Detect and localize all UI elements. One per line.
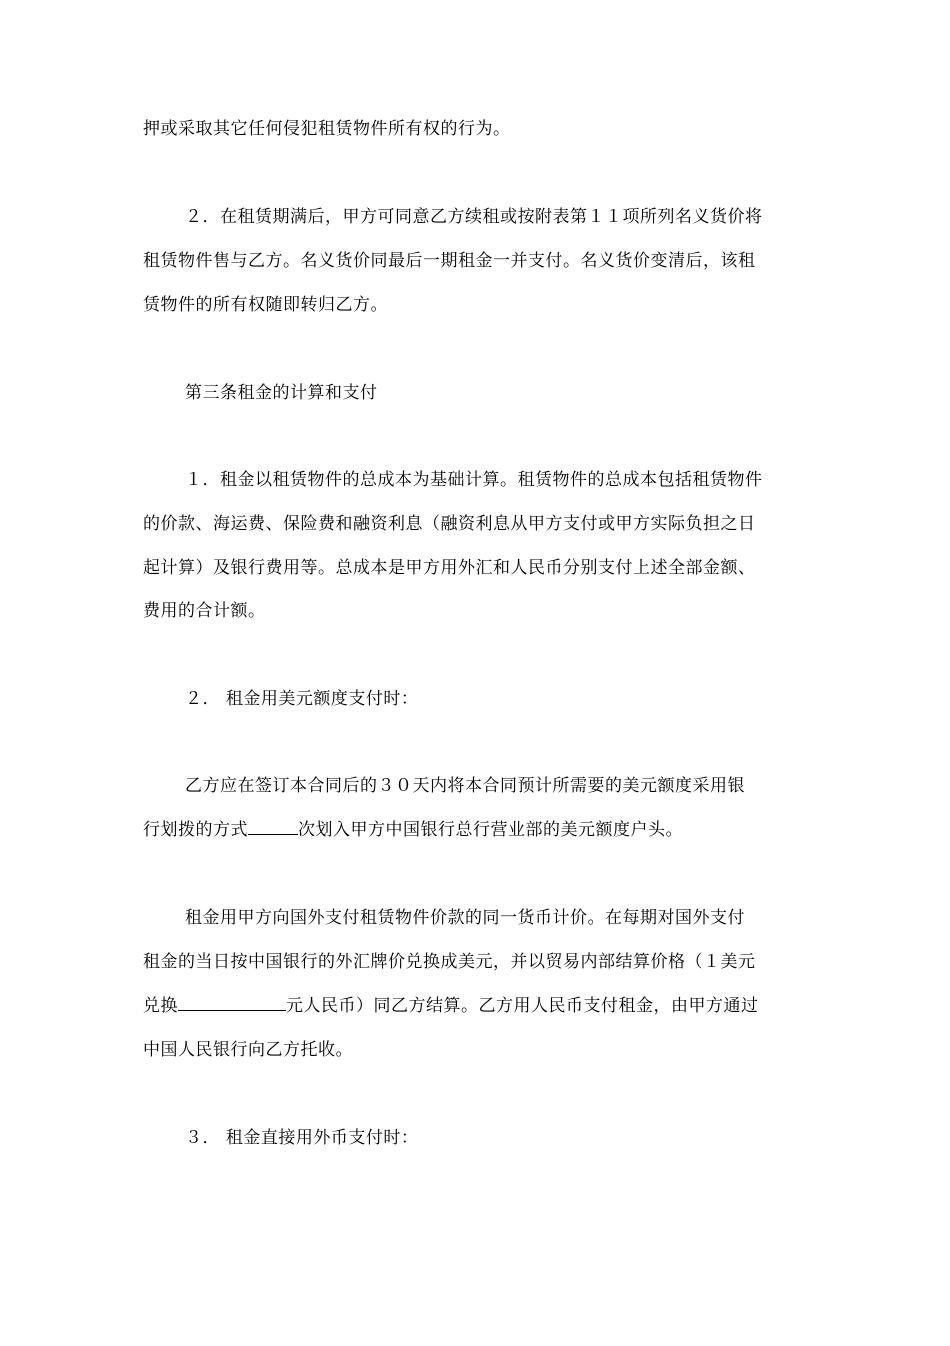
- fill-in-blank: [248, 818, 298, 835]
- paragraph-line: ３． 租金直接用外币支付时：: [185, 1128, 419, 1148]
- paragraph-line: 租赁物件售与乙方。名义货价同最后一期租金一并支付。名义货价变清后，该租: [143, 251, 756, 271]
- paragraph-line: 中国人民银行向乙方托收。: [143, 1040, 353, 1060]
- fill-in-blank: [178, 994, 286, 1011]
- paragraph-line: 租金的当日按中国银行的外汇牌价兑换成美元，并以贸易内部结算价格（１美元: [143, 952, 756, 972]
- text-segment: 元人民币）同乙方结算。乙方用人民币支付租金，由甲方通过: [286, 996, 759, 1016]
- paragraph-line: [143, 994, 759, 1018]
- paragraph-line: ２． 租金用美元额度支付时：: [185, 689, 419, 709]
- paragraph-line: ２．在租赁期满后，甲方可同意乙方续租或按附表第１１项所列名义货价将: [185, 207, 763, 227]
- paragraph-line: 的价款、海运费、保险费和融资利息（融资利息从甲方支付或甲方实际负担之日: [143, 514, 756, 534]
- paragraph-line: 乙方应在签订本合同后的３０天内将本合同预计所需要的美元额度采用银: [185, 776, 745, 796]
- text-segment: 次划入甲方中国银行总行营业部的美元额度户头。: [298, 820, 683, 840]
- paragraph-line: 起计算）及银行费用等。总成本是甲方用外汇和人民币分别支付上述全部金额、: [143, 558, 756, 578]
- section-heading: 第三条租金的计算和支付: [185, 383, 378, 403]
- paragraph-line: 押或采取其它任何侵犯租赁物件所有权的行为。: [143, 119, 511, 139]
- paragraph-line: [143, 818, 683, 842]
- paragraph-line: １．租金以租赁物件的总成本为基础计算。租赁物件的总成本包括租赁物件: [185, 470, 763, 490]
- paragraph-line: 租金用甲方向国外支付租赁物件价款的同一货币计价。在每期对国外支付: [185, 908, 745, 928]
- paragraph-line: 费用的合计额。: [143, 601, 266, 621]
- paragraph-line: 赁物件的所有权随即转归乙方。: [143, 295, 388, 315]
- text-segment: 兑换: [143, 996, 178, 1016]
- text-segment: 行划拨的方式: [143, 820, 248, 840]
